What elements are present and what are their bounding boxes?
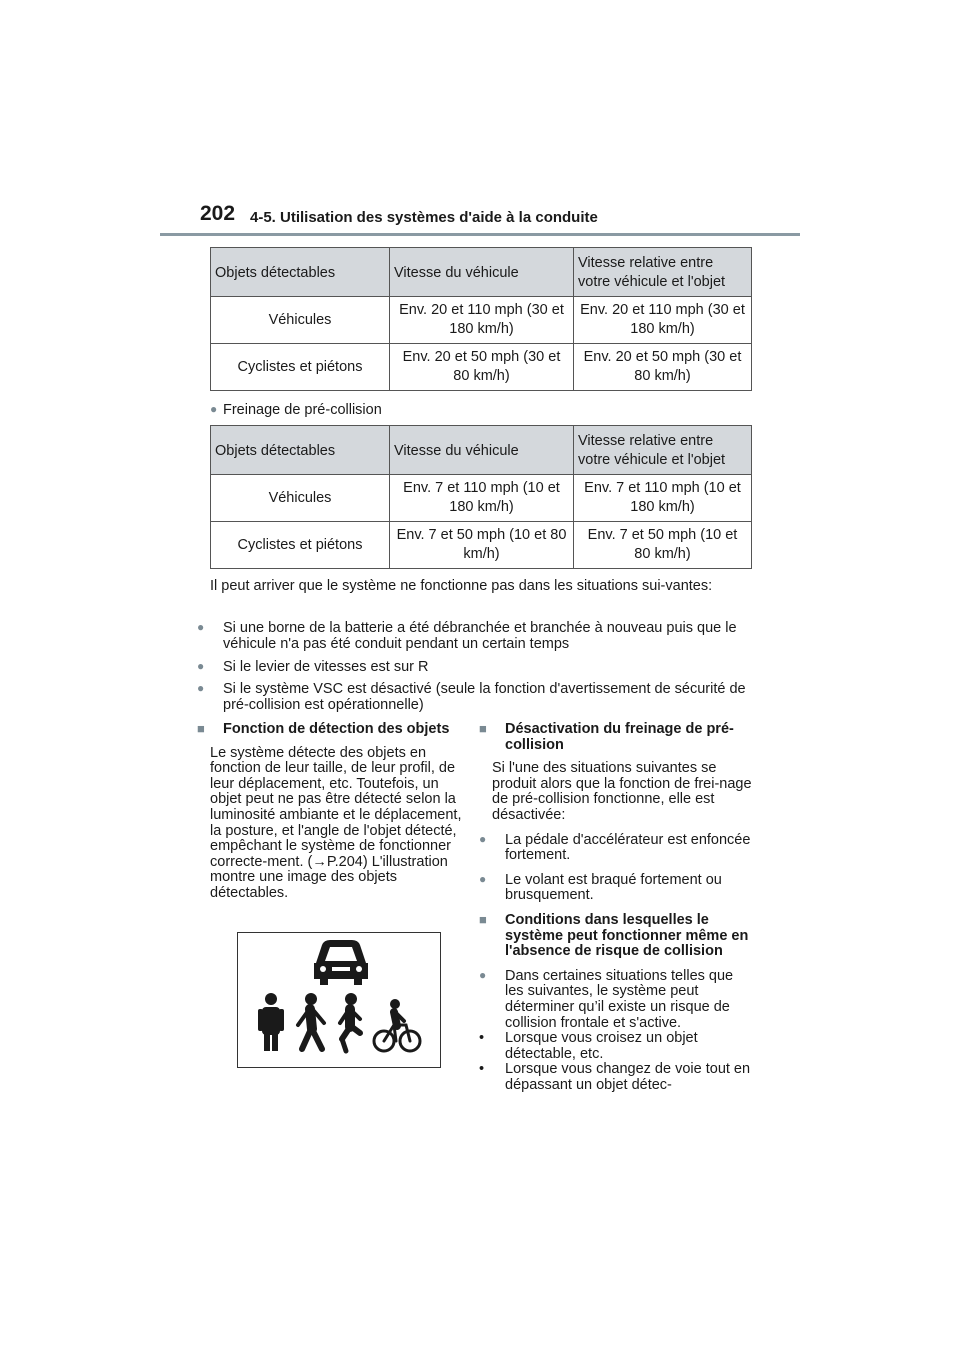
dash-bullet-icon: • [479, 1030, 485, 1047]
situation-item: ● Si le levier de vitesses est sur R [197, 659, 429, 675]
detectable-objects-illustration [237, 932, 441, 1068]
section-title: 4-5. Utilisation des systèmes d'aide à la conduite [250, 209, 598, 226]
situation-item: ● Si une borne de la batterie a été débranchée et branchée à nouveau puis que le véhicule n'a pas été conduit pendant un certain temps [197, 620, 737, 652]
section-heading: ■ Fonction de détection des objets [197, 721, 450, 737]
table-header-row [211, 248, 752, 297]
table-row [211, 475, 752, 522]
table-cell: Env. 7 et 110 mph (10 et 180 km/h) [574, 475, 752, 522]
section-body: Si l'une des situations suivantes se produit alors que la fonction de frei-nage de pré-collision fonctionne, elle est désactivée: [492, 760, 752, 823]
cyclist-icon [374, 999, 420, 1051]
bullet-icon: ● [197, 681, 205, 695]
square-bullet-icon: ■ [479, 911, 487, 927]
table-header-cell: Vitesse relative entre votre véhicule et l'objet [574, 248, 752, 297]
table-cell: Env. 20 et 50 mph (30 et 80 km/h) [390, 344, 574, 391]
table-header-cell: Vitesse relative entre votre véhicule et l'objet [574, 426, 752, 475]
dash-item: • Lorsque vous croisez un objet détectable, etc. [479, 1030, 698, 1062]
table-row [211, 522, 752, 569]
bullet-icon: ● [479, 871, 487, 886]
dash-bullet-icon: • [479, 1061, 485, 1078]
table-header-cell: Vitesse du véhicule [390, 248, 574, 297]
page-number: 202 [200, 202, 236, 225]
section-heading: ■ Conditions dans lesquelles le système peut fonctionner même en l'absence de risque de collision [479, 911, 749, 960]
table-row [211, 344, 752, 391]
intro-paragraph: Il peut arriver que le système ne fonctionne pas dans les situations sui-vantes: [210, 578, 713, 594]
dash-item: • Lorsque vous changez de voie tout en dépassant un objet détec- [479, 1061, 751, 1093]
bullet-icon: ● [197, 659, 205, 673]
pedestrian-running-icon [340, 993, 360, 1051]
table-row [211, 297, 752, 344]
table-cell: Env. 20 et 110 mph (30 et 180 km/h) [574, 297, 752, 344]
preclash-braking-speed-table [210, 425, 752, 569]
table-cell: Véhicules [211, 475, 390, 522]
table-cell: Cyclistes et piétons [211, 344, 390, 391]
table-cell: Env. 20 et 110 mph (30 et 180 km/h) [390, 297, 574, 344]
section-body: Le système détecte des objets en fonction de leur taille, de leur profil, de leur déplacement, etc. Toutefois, un objet peut ne pas être détecté selon la luminosité ambiante et le déplacement, la posture, et l'angle de l'objet détecté, empêchant le système de fonctionner correcte-ment. (→P.204) L'illustration montre une image des objets détectables. [210, 744, 462, 901]
bullet-item: ● Dans certaines situations telles que les suivantes, le système peut déterminer qu’il existe un risque de collision frontale et s'active. [479, 967, 734, 1031]
bullet-item: ● Freinage de pré-collision [210, 402, 382, 418]
bullet-item: ● Le volant est braqué fortement ou brusquement. [479, 871, 722, 904]
table-header-row [211, 426, 752, 475]
table-cell: Véhicules [211, 297, 390, 344]
bullet-icon: ● [479, 831, 487, 846]
pedestrian-walking-icon [298, 993, 324, 1049]
square-bullet-icon: ■ [479, 721, 487, 736]
header-rule [160, 233, 800, 236]
table-header-cell: Objets détectables [211, 248, 390, 297]
detection-speed-table [210, 247, 752, 391]
right-column [479, 721, 754, 1093]
situation-item: ● Si le système VSC est désactivé (seule la fonction d'avertissement de sécurité de pré-collision est opérationnelle) [197, 681, 746, 713]
table-header-cell: Vitesse du véhicule [390, 426, 574, 475]
table-cell: Env. 7 et 110 mph (10 et 180 km/h) [390, 475, 574, 522]
left-column [197, 721, 472, 902]
bullet-icon: ● [210, 402, 218, 416]
table-header-cell: Objets détectables [211, 426, 390, 475]
bullet-item: ● La pédale d'accélérateur est enfoncée fortement. [479, 831, 751, 864]
bullet-icon: ● [479, 967, 487, 982]
car-icon [314, 940, 368, 985]
pedestrian-standing-icon [258, 993, 284, 1051]
table-cell: Env. 7 et 50 mph (10 et 80 km/h) [574, 522, 752, 569]
table-cell: Cyclistes et piétons [211, 522, 390, 569]
table-cell: Env. 7 et 50 mph (10 et 80 km/h) [390, 522, 574, 569]
bullet-icon: ● [197, 620, 205, 634]
square-bullet-icon: ■ [197, 721, 205, 736]
section-heading: ■ Désactivation du freinage de pré-collision [479, 721, 734, 753]
table-cell: Env. 20 et 50 mph (30 et 80 km/h) [574, 344, 752, 391]
